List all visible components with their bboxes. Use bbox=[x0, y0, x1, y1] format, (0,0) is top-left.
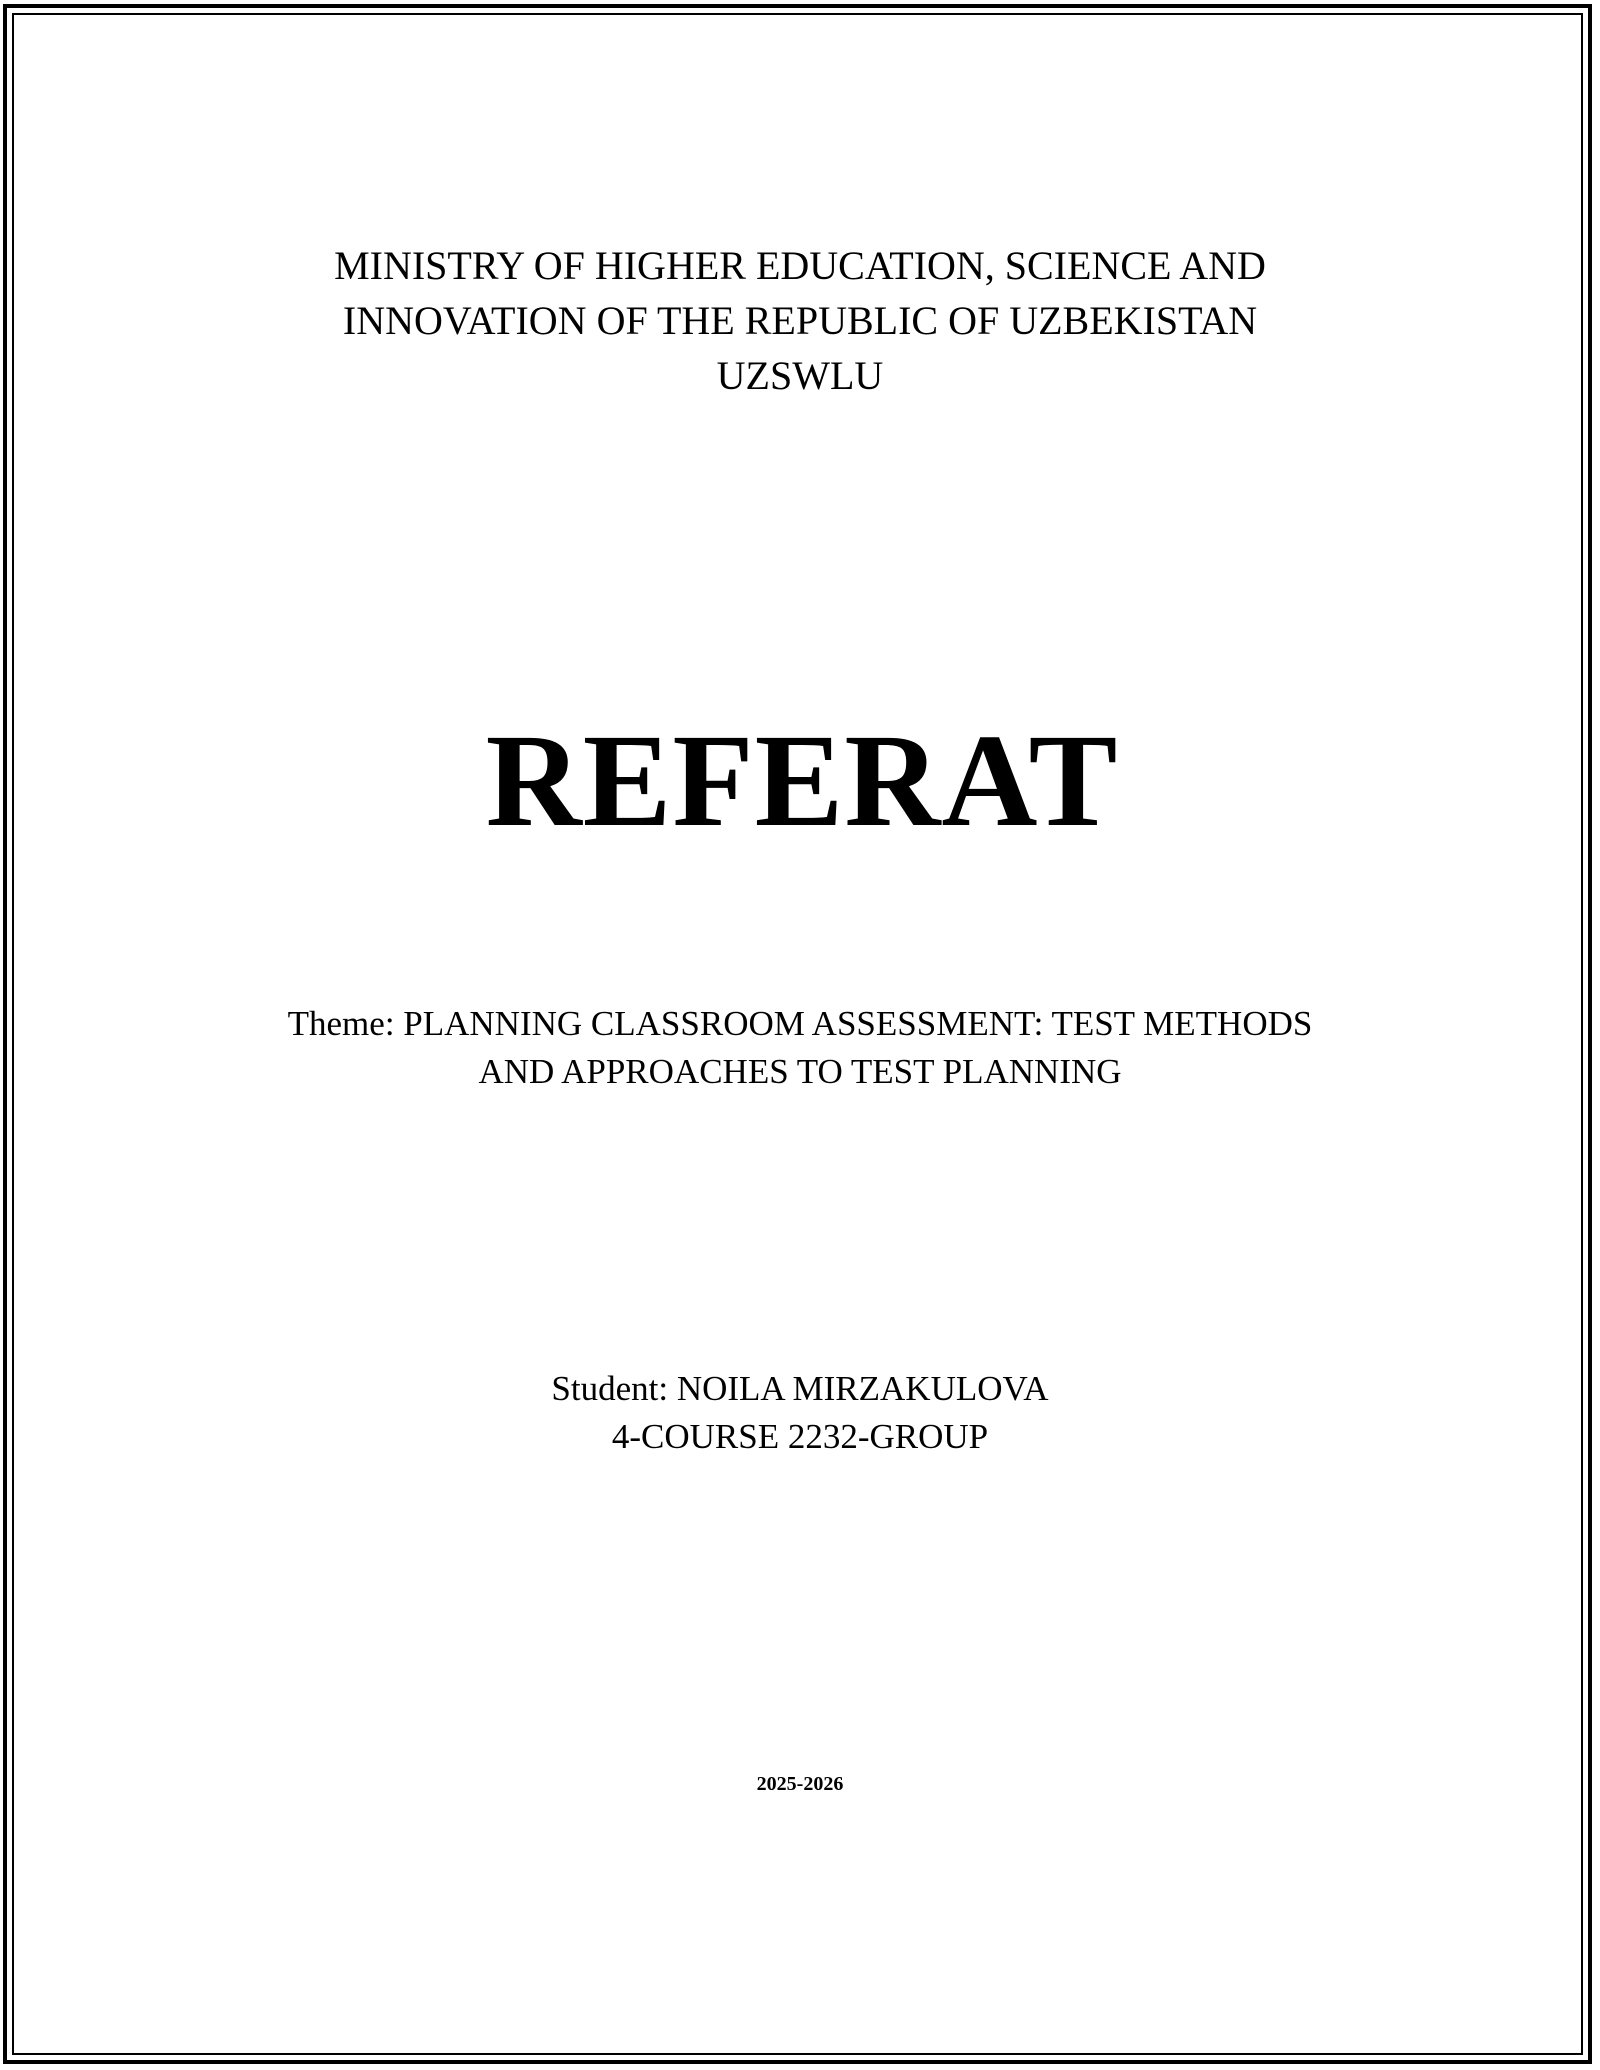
academic-year: 2025-2026 bbox=[756, 1773, 844, 1795]
student-group: 4-COURSE 2232-GROUP bbox=[611, 1417, 989, 1456]
theme-block bbox=[0, 1000, 1600, 1096]
student-name: Student: NOILA MIRZAKULOVA bbox=[551, 1369, 1049, 1408]
institution-line: INNOVATION OF THE REPUBLIC OF UZBEKISTAN bbox=[342, 298, 1258, 343]
institution-header bbox=[0, 238, 1600, 403]
university-name: UZSWLU bbox=[716, 353, 884, 398]
institution-line: MINISTRY OF HIGHER EDUCATION, SCIENCE AND bbox=[334, 243, 1266, 288]
document-title: REFERAT bbox=[485, 706, 1119, 854]
theme-line: Theme: PLANNING CLASSROOM ASSESSMENT: TEST METHODS bbox=[287, 1004, 1313, 1043]
student-block bbox=[0, 1365, 1600, 1461]
theme-line: AND APPROACHES TO TEST PLANNING bbox=[478, 1052, 1122, 1091]
